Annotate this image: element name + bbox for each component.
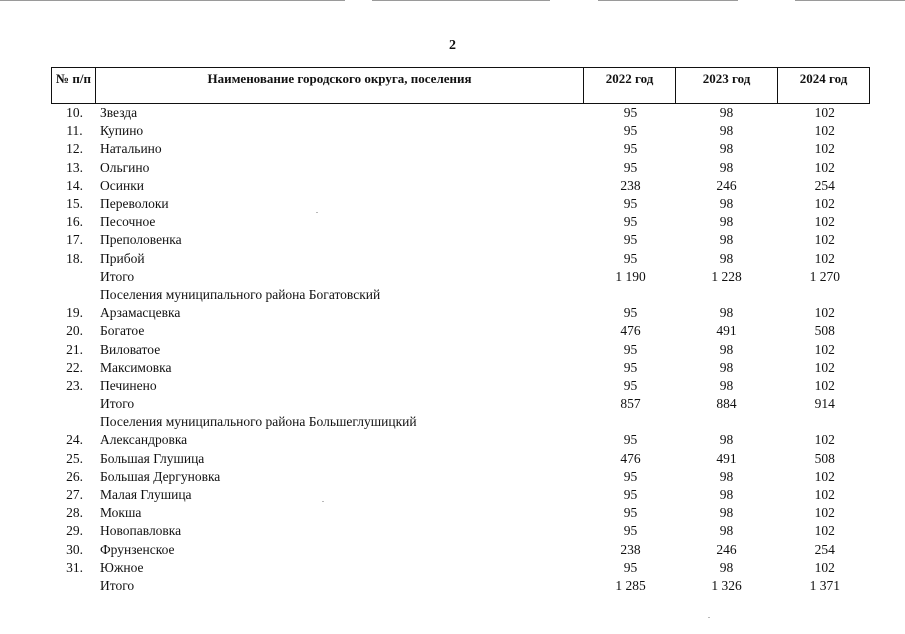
table-row — [52, 231, 870, 249]
value-2024: 102 — [814, 432, 835, 448]
value-2024: 102 — [814, 359, 835, 375]
value-2024: 1 371 — [809, 577, 840, 593]
row-number — [52, 395, 96, 413]
value-2024: 1 270 — [809, 268, 840, 284]
settlement-name: Песочное — [100, 214, 156, 230]
scan-edge-line — [598, 0, 738, 1]
row-number — [52, 268, 96, 286]
value-2022: 95 — [623, 468, 638, 484]
settlement-name: Южное — [100, 559, 144, 575]
settlement-name: Прибой — [100, 250, 145, 266]
table-row — [52, 522, 870, 540]
value-2024: 102 — [814, 559, 835, 575]
value-2024: 102 — [814, 523, 835, 539]
value-2023: 98 — [719, 305, 734, 321]
header-2023: 2023 год — [676, 68, 778, 104]
settlement-name: Осинки — [100, 177, 144, 193]
value-2024: 102 — [814, 123, 835, 139]
value-2023: 98 — [719, 359, 734, 375]
scan-edge-line — [795, 0, 905, 1]
value-2024: 102 — [814, 341, 835, 357]
row-number: 27. — [66, 487, 83, 503]
value-2024: 102 — [814, 214, 835, 230]
value-2023: 884 — [716, 396, 737, 412]
settlement-name: Богатое — [100, 323, 145, 339]
value-2022: 95 — [623, 359, 638, 375]
value-2024: 102 — [814, 487, 835, 503]
value-2023: 98 — [719, 123, 734, 139]
settlement-name: Итого — [100, 268, 135, 284]
value-2022: 95 — [623, 305, 638, 321]
value-2022: 95 — [623, 232, 638, 248]
settlement-name: Новопавловка — [100, 523, 182, 539]
value-2023: 1 228 — [711, 268, 742, 284]
row-number — [52, 413, 96, 431]
header-2022: 2022 год — [584, 68, 676, 104]
scan-edge-line — [0, 0, 345, 1]
value-2023: 98 — [719, 250, 734, 266]
value-2022: 238 — [620, 177, 641, 193]
value-2023: 98 — [719, 159, 734, 175]
row-number: 31. — [66, 559, 83, 575]
row-number: 12. — [66, 141, 83, 157]
row-number: 19. — [66, 305, 83, 321]
settlement-name: Звезда — [100, 105, 138, 121]
settlements-table — [51, 67, 870, 595]
table-row — [52, 304, 870, 322]
table-row — [52, 340, 870, 358]
row-number: 23. — [66, 377, 83, 393]
table-row — [52, 431, 870, 449]
value-2024: 508 — [814, 450, 835, 466]
section-title: Поселения муниципального района Богатовский — [100, 286, 381, 302]
value-2022: 95 — [623, 250, 638, 266]
settlement-name: Натальино — [100, 141, 162, 157]
settlement-name: Купино — [100, 123, 144, 139]
table-row — [52, 322, 870, 340]
value-2022: 476 — [620, 450, 641, 466]
value-2022: 95 — [623, 377, 638, 393]
section-heading-row — [52, 413, 870, 431]
header-number: № п/п — [52, 68, 96, 104]
value-2022: 857 — [620, 396, 641, 412]
value-2022: 95 — [623, 559, 638, 575]
row-number: 25. — [66, 450, 83, 466]
row-number — [52, 577, 96, 595]
value-2022: 95 — [623, 214, 638, 230]
settlement-name: Ольгино — [100, 159, 150, 175]
value-2023: 98 — [719, 487, 734, 503]
table-row — [52, 450, 870, 468]
row-number: 20. — [66, 323, 83, 339]
row-number: 22. — [66, 359, 83, 375]
value-2024: 102 — [814, 105, 835, 121]
value-2023: 98 — [719, 505, 734, 521]
settlement-name: Фрунзенское — [100, 541, 175, 557]
value-2023: 98 — [719, 232, 734, 248]
value-2022: 95 — [623, 105, 638, 121]
value-2024: 102 — [814, 159, 835, 175]
settlement-name: Александровка — [100, 432, 188, 448]
row-number: 11. — [66, 123, 83, 139]
value-2023: 98 — [719, 214, 734, 230]
value-2024: 102 — [814, 505, 835, 521]
row-number: 21. — [66, 341, 83, 357]
row-number: 30. — [66, 541, 83, 557]
value-2022: 95 — [623, 432, 638, 448]
row-number: 24. — [66, 432, 83, 448]
value-2023: 98 — [719, 432, 734, 448]
value-2022: 95 — [623, 196, 638, 212]
settlement-name: Итого — [100, 577, 135, 593]
value-2024: 254 — [814, 177, 835, 193]
value-2024: 508 — [814, 323, 835, 339]
value-2023: 491 — [716, 450, 737, 466]
scan-speck — [316, 212, 318, 213]
page-number: 2 — [449, 38, 456, 53]
value-2023: 491 — [716, 323, 737, 339]
row-number — [52, 286, 96, 304]
table-row — [52, 559, 870, 577]
value-2024: 102 — [814, 377, 835, 393]
table-row — [52, 177, 870, 195]
settlement-name: Мокша — [100, 505, 142, 521]
value-2022: 1 190 — [615, 268, 646, 284]
value-2023: 246 — [716, 541, 737, 557]
table-row — [52, 159, 870, 177]
table-row — [52, 195, 870, 213]
table-header-row — [52, 68, 870, 104]
row-number: 26. — [66, 468, 83, 484]
section-heading-row — [52, 286, 870, 304]
table-row — [52, 377, 870, 395]
value-2023: 1 326 — [711, 577, 742, 593]
table-row — [52, 140, 870, 158]
value-2023: 98 — [719, 105, 734, 121]
row-number: 16. — [66, 214, 83, 230]
row-number: 17. — [66, 232, 83, 248]
settlement-name: Арзамасцевка — [100, 305, 181, 321]
value-2024: 102 — [814, 232, 835, 248]
settlement-name: Итого — [100, 396, 135, 412]
value-2022: 95 — [623, 123, 638, 139]
table-row — [52, 541, 870, 559]
value-2023: 98 — [719, 559, 734, 575]
value-2022: 95 — [623, 159, 638, 175]
settlement-name: Преполовенка — [100, 232, 182, 248]
settlement-name: Максимовка — [100, 359, 172, 375]
table-body — [52, 104, 870, 596]
value-2024: 914 — [814, 396, 835, 412]
row-number: 10. — [66, 105, 83, 121]
value-2022: 95 — [623, 505, 638, 521]
table-row — [52, 504, 870, 522]
value-2023: 98 — [719, 468, 734, 484]
value-2023: 98 — [719, 341, 734, 357]
value-2022: 95 — [623, 523, 638, 539]
value-2023: 98 — [719, 196, 734, 212]
scan-speck — [708, 617, 710, 618]
value-2022: 95 — [623, 141, 638, 157]
row-number: 13. — [66, 159, 83, 175]
settlement-name: Виловатое — [100, 341, 161, 357]
value-2024: 102 — [814, 305, 835, 321]
value-2022: 95 — [623, 487, 638, 503]
row-number: 29. — [66, 523, 83, 539]
settlement-name: Печинено — [100, 377, 157, 393]
settlement-name: Большая Дергуновка — [100, 468, 221, 484]
value-2022: 238 — [620, 541, 641, 557]
value-2024: 254 — [814, 541, 835, 557]
settlement-name: Малая Глушица — [100, 487, 192, 503]
row-number: 28. — [66, 505, 83, 521]
scan-edge-line — [372, 0, 550, 1]
value-2023: 98 — [719, 523, 734, 539]
value-2024: 102 — [814, 141, 835, 157]
settlement-name: Переволоки — [100, 196, 169, 212]
table-row — [52, 250, 870, 268]
table-row — [52, 468, 870, 486]
value-2022: 476 — [620, 323, 641, 339]
table-row — [52, 122, 870, 140]
value-2024: 102 — [814, 468, 835, 484]
value-2023: 98 — [719, 141, 734, 157]
value-2024: 102 — [814, 196, 835, 212]
total-row — [52, 395, 870, 413]
section-title: Поселения муниципального района Большеглушицкий — [100, 414, 417, 430]
table-row — [52, 104, 870, 123]
settlement-name: Большая Глушица — [100, 450, 205, 466]
table-row — [52, 213, 870, 231]
value-2023: 246 — [716, 177, 737, 193]
row-number: 15. — [66, 196, 83, 212]
table-row — [52, 359, 870, 377]
value-2024: 102 — [814, 250, 835, 266]
value-2022: 1 285 — [615, 577, 646, 593]
scan-speck — [322, 501, 324, 502]
header-2024: 2024 год — [778, 68, 870, 104]
total-row — [52, 577, 870, 595]
value-2022: 95 — [623, 341, 638, 357]
total-row — [52, 268, 870, 286]
row-number: 14. — [66, 177, 83, 193]
value-2023: 98 — [719, 377, 734, 393]
table-row — [52, 486, 870, 504]
row-number: 18. — [66, 250, 83, 266]
header-name: Наименование городского округа, поселения — [96, 68, 584, 104]
